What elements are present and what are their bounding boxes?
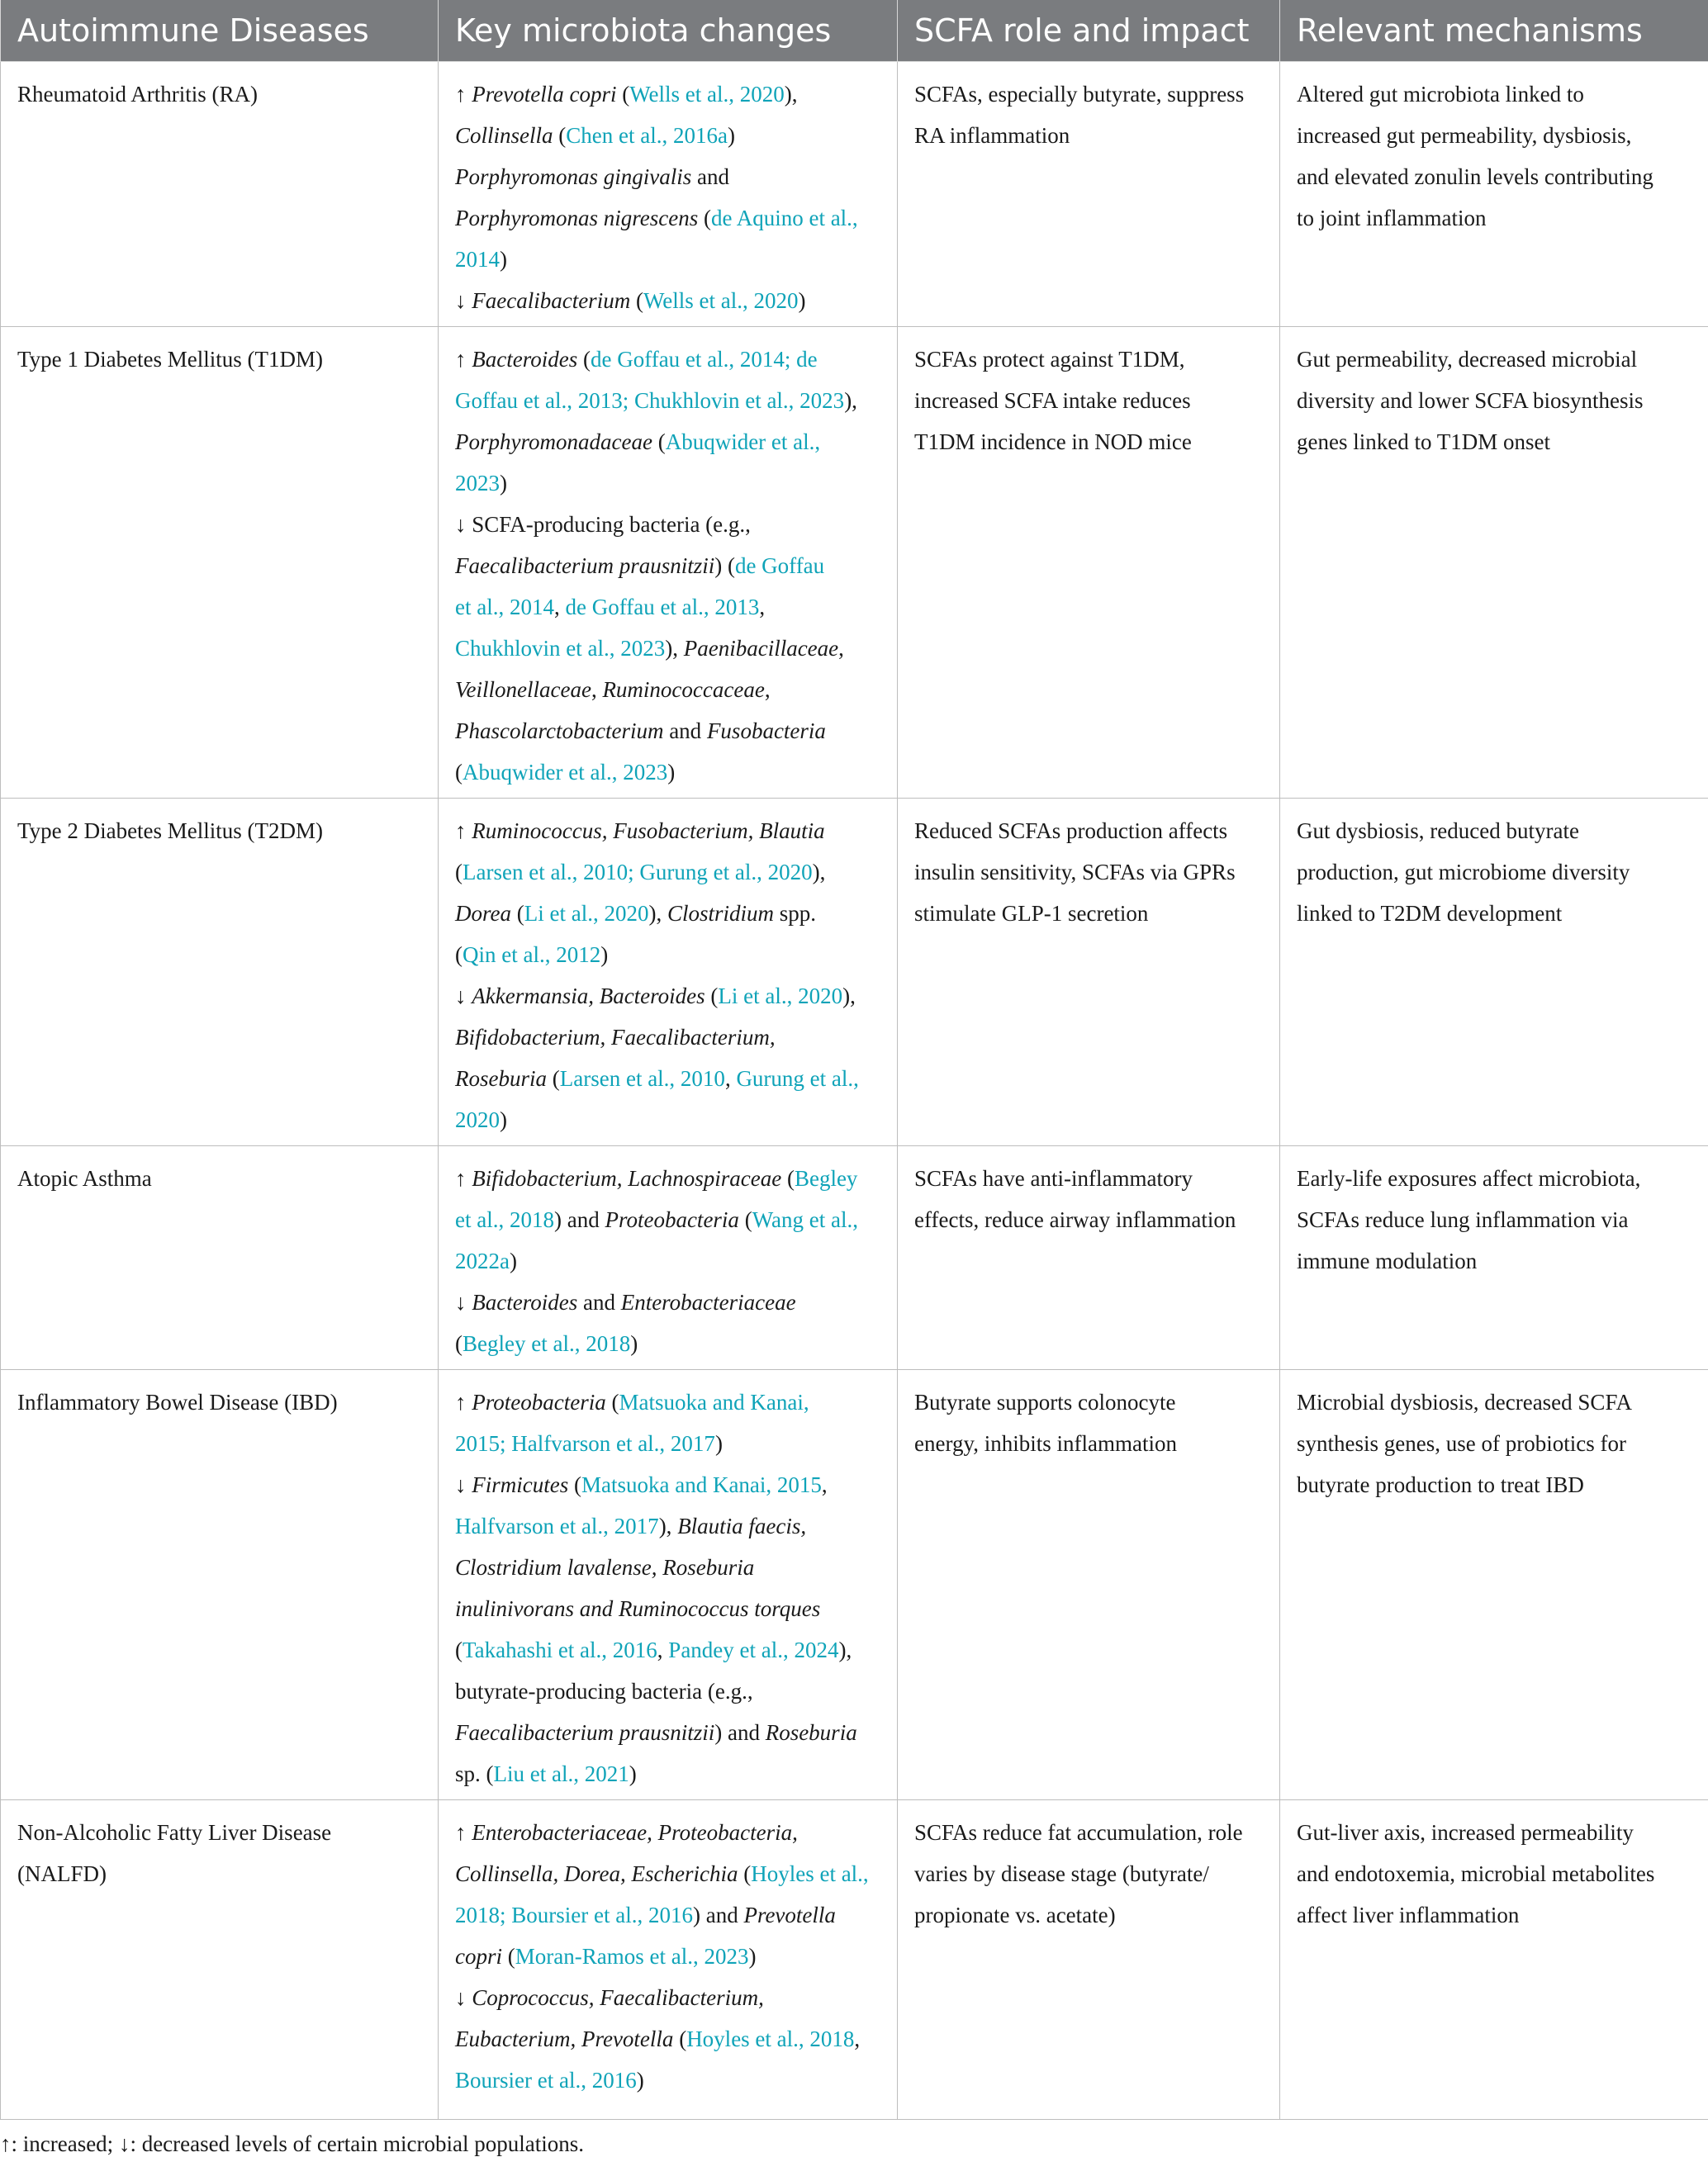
- text-segment: ↓: [455, 1985, 472, 2010]
- text-segment: ),: [839, 1638, 852, 1662]
- disease-cell-line: Atopic Asthma: [17, 1158, 421, 1199]
- microbiota-line: [455, 934, 880, 975]
- header-scfa-role-impact: SCFA role and impact: [898, 0, 1280, 62]
- mechanisms-cell: [1280, 62, 1708, 327]
- taxon-name: Dorea: [455, 901, 511, 926]
- reference-link[interactable]: Begley: [795, 1166, 857, 1191]
- text-segment: ): [500, 471, 507, 495]
- scfa-cell-line: RA inflammation: [914, 115, 1263, 156]
- text-segment: ),: [665, 636, 684, 661]
- microbiota-line: [455, 1753, 880, 1794]
- microbiota-line: [455, 628, 880, 669]
- taxon-name: Clostridium: [667, 901, 774, 926]
- text-segment: (: [455, 942, 463, 967]
- microbiota-line: [455, 1158, 880, 1199]
- text-segment: ): [748, 1944, 756, 1969]
- taxon-name: Akkermansia, Bacteroides: [472, 984, 705, 1008]
- mechanisms-cell-line: Gut dysbiosis, reduced butyrate: [1297, 810, 1691, 851]
- scfa-cell: [898, 1146, 1280, 1370]
- taxon-name: Porphyromonas nigrescens: [455, 206, 698, 230]
- reference-link[interactable]: Gurung et al.,: [736, 1066, 858, 1091]
- text-segment: ): [715, 1431, 723, 1456]
- mechanisms-cell: [1280, 799, 1708, 1146]
- disease-cell-line: Non-Alcoholic Fatty Liver Disease: [17, 1812, 421, 1853]
- text-segment: (: [455, 760, 463, 785]
- taxon-name: Bacteroides: [472, 1290, 577, 1315]
- mechanisms-cell-line: SCFAs reduce lung inflammation via: [1297, 1199, 1691, 1240]
- text-segment: (: [739, 1207, 752, 1232]
- reference-link[interactable]: 2015; Halfvarson et al., 2017: [455, 1431, 715, 1456]
- reference-link[interactable]: Hoyles et al.,: [751, 1861, 868, 1886]
- microbiota-line: [455, 545, 880, 586]
- microbiota-line: [455, 1588, 880, 1629]
- microbiota-line: [455, 421, 880, 462]
- mechanisms-cell-line: affect liver inflammation: [1297, 1894, 1691, 1936]
- taxon-name: Fusobacteria: [707, 718, 826, 743]
- microbiota-line: [455, 1936, 880, 1977]
- microbiota-line: [455, 1323, 880, 1364]
- mechanisms-cell-line: Early-life exposures affect microbiota,: [1297, 1158, 1691, 1199]
- scfa-cell: [898, 327, 1280, 799]
- mechanisms-cell: [1280, 1370, 1708, 1800]
- disease-cell-line: Type 1 Diabetes Mellitus (T1DM): [17, 339, 421, 380]
- scfa-cell-line: insulin sensitivity, SCFAs via GPRs: [914, 851, 1263, 893]
- microbiota-line: [455, 1282, 880, 1323]
- mechanisms-cell: [1280, 1800, 1708, 2120]
- taxon-name: Coprococcus, Faecalibacterium,: [472, 1985, 764, 2010]
- reference-link[interactable]: Wang et al.,: [752, 1207, 858, 1232]
- text-segment: ),: [785, 82, 798, 107]
- text-segment: ): [629, 1761, 637, 1786]
- reference-link[interactable]: Larsen et al., 2010: [560, 1066, 725, 1091]
- reference-link[interactable]: Abuqwider et al., 2023: [463, 760, 667, 785]
- text-segment: ↓: [455, 984, 472, 1008]
- taxon-name: Veillonellaceae: [455, 677, 591, 702]
- scfa-cell: [898, 62, 1280, 327]
- text-segment: ↑: [455, 818, 472, 843]
- microbiota-cell: [439, 1800, 898, 2120]
- reference-link[interactable]: de Goffau et al., 2013: [565, 595, 759, 619]
- reference-link[interactable]: Liu et al., 2021: [494, 1761, 629, 1786]
- text-segment: (: [455, 1638, 463, 1662]
- mechanisms-cell-line: and elevated zonulin levels contributing: [1297, 156, 1691, 197]
- microbiota-line: [455, 669, 880, 710]
- text-segment: ) and: [693, 1903, 743, 1927]
- reference-link[interactable]: de Goffau et al., 2014; de: [591, 347, 818, 372]
- text-segment: ),: [844, 388, 857, 413]
- reference-link[interactable]: Wells et al., 2020: [643, 288, 799, 313]
- text-segment: ),: [842, 984, 856, 1008]
- taxon-name: Phascolarctobacterium: [455, 718, 663, 743]
- reference-link[interactable]: Chukhlovin et al., 2023: [455, 636, 665, 661]
- text-segment: ,: [822, 1472, 828, 1497]
- reference-link[interactable]: Pandey et al., 2024: [668, 1638, 838, 1662]
- table-row: [1, 1800, 1708, 2120]
- mechanisms-cell-line: Microbial dysbiosis, decreased SCFA: [1297, 1382, 1691, 1423]
- microbiota-line: [455, 239, 880, 280]
- mechanisms-cell-line: genes linked to T1DM onset: [1297, 421, 1691, 462]
- text-segment: (: [577, 347, 591, 372]
- taxon-name: Roseburia: [455, 1066, 547, 1091]
- mechanisms-cell-line: linked to T2DM development: [1297, 893, 1691, 934]
- text-segment: ): [637, 2068, 644, 2093]
- reference-link[interactable]: et al., 2018: [455, 1207, 554, 1232]
- reference-link[interactable]: 2018; Boursier et al., 2016: [455, 1903, 693, 1927]
- text-segment: ),: [659, 1514, 678, 1538]
- scfa-cell-line: SCFAs have anti-inflammatory: [914, 1158, 1263, 1199]
- mechanisms-cell: [1280, 1146, 1708, 1370]
- taxon-name: Ruminococcus, Fusobacterium, Blautia: [472, 818, 824, 843]
- text-segment: and: [691, 164, 729, 189]
- table-footnote: ↑: increased; ↓: decreased levels of certain microbial populations.: [0, 2120, 1708, 2157]
- table-row: [1, 1370, 1708, 1800]
- taxon-name: Eubacterium, Prevotella: [455, 2027, 673, 2051]
- text-segment: ): [500, 247, 507, 272]
- microbiota-line: [455, 975, 880, 1017]
- disease-cell: [1, 1146, 439, 1370]
- reference-link[interactable]: Abuqwider et al.,: [666, 429, 820, 454]
- header-relevant-mechanisms: Relevant mechanisms: [1280, 0, 1708, 62]
- taxon-name: Collinsella, Dorea, Escherichia: [455, 1861, 738, 1886]
- text-segment: and: [663, 718, 706, 743]
- text-segment: (: [705, 984, 719, 1008]
- reference-link[interactable]: Wells et al., 2020: [629, 82, 785, 107]
- taxon-name: Ruminococcaceae: [602, 677, 764, 702]
- microbiota-line: [455, 1464, 880, 1505]
- microbiota-line: [455, 1382, 880, 1423]
- text-segment: (: [652, 429, 666, 454]
- reference-link[interactable]: de Aquino et al.,: [711, 206, 858, 230]
- microbiota-line: [455, 1853, 880, 1894]
- microbiota-cell: [439, 1370, 898, 1800]
- microbiota-cell: [439, 62, 898, 327]
- reference-link[interactable]: Hoyles et al., 2018: [686, 2027, 854, 2051]
- disease-cell: [1, 1800, 439, 2120]
- taxon-name: Enterobacteriaceae: [621, 1290, 796, 1315]
- text-segment: ↑: [455, 82, 472, 107]
- microbiota-line: [455, 1812, 880, 1853]
- text-segment: (: [630, 288, 643, 313]
- taxon-name: Porphyromonadaceae: [455, 429, 652, 454]
- text-segment: (: [781, 1166, 795, 1191]
- text-segment: (: [606, 1390, 619, 1415]
- text-segment: ),: [813, 860, 826, 884]
- microbiota-line: [455, 339, 880, 380]
- microbiota-line: [455, 462, 880, 504]
- mechanisms-cell-line: diversity and lower SCFA biosynthesis: [1297, 380, 1691, 421]
- text-segment: ): [630, 1331, 638, 1356]
- mechanisms-cell-line: butyrate production to treat IBD: [1297, 1464, 1691, 1505]
- disease-cell-line: (NALFD): [17, 1853, 421, 1894]
- taxon-name: Roseburia: [766, 1720, 857, 1745]
- reference-link[interactable]: 2022a: [455, 1249, 510, 1273]
- mechanisms-cell-line: Gut-liver axis, increased permeability: [1297, 1812, 1691, 1853]
- microbiota-line: [455, 810, 880, 851]
- text-segment: ,: [591, 677, 603, 702]
- text-segment: ,: [554, 595, 566, 619]
- reference-link[interactable]: Larsen et al., 2010; Gurung et al., 2020: [463, 860, 813, 884]
- reference-link[interactable]: 2023: [455, 471, 500, 495]
- text-segment: (: [511, 901, 524, 926]
- scfa-cell-line: Butyrate supports colonocyte: [914, 1382, 1263, 1423]
- reference-link[interactable]: Goffau et al., 2013; Chukhlovin et al., 2023: [455, 388, 844, 413]
- mechanisms-cell-line: Gut permeability, decreased microbial: [1297, 339, 1691, 380]
- text-segment: ↑: [455, 347, 472, 372]
- taxon-name: Prevotella: [743, 1903, 835, 1927]
- reference-link[interactable]: Matsuoka and Kanai, 2015: [581, 1472, 822, 1497]
- table-row: [1, 799, 1708, 1146]
- mechanisms-cell-line: to joint inflammation: [1297, 197, 1691, 239]
- scfa-cell-line: T1DM incidence in NOD mice: [914, 421, 1263, 462]
- microbiota-line: [455, 586, 880, 628]
- text-segment: ,: [759, 595, 765, 619]
- mechanisms-cell-line: synthesis genes, use of probiotics for: [1297, 1423, 1691, 1464]
- text-segment: ) (: [714, 553, 735, 578]
- reference-link[interactable]: Moran-Ramos et al., 2023: [515, 1944, 749, 1969]
- reference-link[interactable]: de Goffau: [735, 553, 824, 578]
- scfa-cell-line: increased SCFA intake reduces: [914, 380, 1263, 421]
- text-segment: ↓: [455, 1472, 472, 1497]
- scfa-cell: [898, 1800, 1280, 2120]
- text-segment: ,: [765, 677, 771, 702]
- text-segment: ↓ SCFA-producing bacteria (e.g.,: [455, 512, 751, 537]
- taxon-name: Bifidobacterium, Faecalibacterium,: [455, 1025, 776, 1050]
- reference-link[interactable]: Begley et al., 2018: [463, 1331, 630, 1356]
- header-key-microbiota-changes: Key microbiota changes: [439, 0, 898, 62]
- text-segment: ↓: [455, 288, 472, 313]
- text-segment: ): [728, 123, 735, 148]
- microbiota-line: [455, 1017, 880, 1058]
- microbiota-line: [455, 751, 880, 793]
- taxon-name: copri: [455, 1944, 502, 1969]
- taxon-name: inulinivorans and Ruminococcus torques: [455, 1596, 820, 1621]
- microbiota-line: [455, 1629, 880, 1671]
- taxon-name: Proteobacteria: [605, 1207, 738, 1232]
- disease-cell: [1, 62, 439, 327]
- taxon-name: Faecalibacterium prausnitzii: [455, 1720, 714, 1745]
- microbiota-line: [455, 1712, 880, 1753]
- microbiota-line: [455, 197, 880, 239]
- microbiota-line: [455, 1894, 880, 1936]
- text-segment: ): [667, 760, 675, 785]
- text-segment: spp.: [774, 901, 816, 926]
- taxon-name: Collinsella: [455, 123, 553, 148]
- text-segment: ),: [648, 901, 667, 926]
- microbiota-line: [455, 1547, 880, 1588]
- taxon-name: Porphyromonas gingivalis: [455, 164, 691, 189]
- taxon-name: Firmicutes: [472, 1472, 568, 1497]
- scfa-cell-line: varies by disease stage (butyrate/: [914, 1853, 1263, 1894]
- microbiota-line: [455, 893, 880, 934]
- text-segment: ↑: [455, 1820, 472, 1845]
- mechanisms-cell-line: Altered gut microbiota linked to: [1297, 73, 1691, 115]
- scfa-cell-line: SCFAs protect against T1DM,: [914, 339, 1263, 380]
- mechanisms-cell-line: and endotoxemia, microbial metabolites: [1297, 1853, 1691, 1894]
- text-segment: ) and: [554, 1207, 605, 1232]
- taxon-name: Blautia faecis,: [677, 1514, 806, 1538]
- scfa-cell-line: SCFAs reduce fat accumulation, role: [914, 1812, 1263, 1853]
- microbiota-line: [455, 115, 880, 156]
- microbiota-cell: [439, 327, 898, 799]
- microbiota-line: [455, 504, 880, 545]
- reference-link[interactable]: Chen et al., 2016a: [566, 123, 728, 148]
- mechanisms-cell-line: increased gut permeability, dysbiosis,: [1297, 115, 1691, 156]
- text-segment: (: [698, 206, 711, 230]
- microbiota-line: [455, 1505, 880, 1547]
- microbiota-line: [455, 1199, 880, 1240]
- reference-link[interactable]: 2020: [455, 1107, 500, 1132]
- taxon-name: Paenibacillaceae: [684, 636, 838, 661]
- disease-cell: [1, 1370, 439, 1800]
- table-header-row: [1, 0, 1708, 62]
- disease-cell: [1, 327, 439, 799]
- table-row: [1, 327, 1708, 799]
- text-segment: (: [673, 2027, 686, 2051]
- scfa-cell-line: stimulate GLP-1 secretion: [914, 893, 1263, 934]
- reference-link[interactable]: et al., 2014: [455, 595, 554, 619]
- mechanisms-cell: [1280, 327, 1708, 799]
- scfa-cell-line: effects, reduce airway inflammation: [914, 1199, 1263, 1240]
- reference-link[interactable]: Boursier et al., 2016: [455, 2068, 637, 2093]
- header-autoimmune-diseases: Autoimmune Diseases: [1, 0, 439, 62]
- text-segment: ,: [725, 1066, 737, 1091]
- microbiota-line: [455, 280, 880, 321]
- scfa-cell: [898, 799, 1280, 1146]
- text-segment: ): [500, 1107, 507, 1132]
- scfa-cell-line: energy, inhibits inflammation: [914, 1423, 1263, 1464]
- reference-link[interactable]: 2014: [455, 247, 500, 272]
- text-segment: ↑: [455, 1166, 472, 1191]
- table-body: [1, 62, 1708, 2120]
- microbiota-line: [455, 2018, 880, 2060]
- disease-cell-line: Type 2 Diabetes Mellitus (T2DM): [17, 810, 421, 851]
- text-segment: (: [455, 1331, 463, 1356]
- text-segment: and: [577, 1290, 620, 1315]
- reference-link[interactable]: Matsuoka and Kanai,: [619, 1390, 809, 1415]
- text-segment: (: [553, 123, 567, 148]
- scfa-cell-line: Reduced SCFAs production affects: [914, 810, 1263, 851]
- scfa-cell: [898, 1370, 1280, 1800]
- text-segment: ↑: [455, 1390, 472, 1415]
- table-row: [1, 62, 1708, 327]
- disease-cell-line: Inflammatory Bowel Disease (IBD): [17, 1382, 421, 1423]
- microbiota-line: [455, 156, 880, 197]
- taxon-name: Faecalibacterium: [472, 288, 630, 313]
- mechanisms-cell-line: production, gut microbiome diversity: [1297, 851, 1691, 893]
- text-segment: sp. (: [455, 1761, 494, 1786]
- microbiota-line: [455, 1099, 880, 1140]
- reference-link[interactable]: Qin et al., 2012: [463, 942, 600, 967]
- reference-link[interactable]: Li et al., 2020: [524, 901, 649, 926]
- microbiota-line: [455, 380, 880, 421]
- mechanisms-cell-line: immune modulation: [1297, 1240, 1691, 1282]
- taxon-name: Enterobacteriaceae, Proteobacteria,: [472, 1820, 798, 1845]
- disease-cell: [1, 799, 439, 1146]
- reference-link[interactable]: Halfvarson et al., 2017: [455, 1514, 659, 1538]
- text-segment: ,: [854, 2027, 860, 2051]
- microbiota-line: [455, 1058, 880, 1099]
- text-segment: ): [510, 1249, 517, 1273]
- taxon-name: Prevotella copri: [472, 82, 616, 107]
- scfa-cell-line: SCFAs, especially butyrate, suppress: [914, 73, 1263, 115]
- text-segment: ): [799, 288, 806, 313]
- text-segment: ) and: [714, 1720, 765, 1745]
- text-segment: ↓: [455, 1290, 472, 1315]
- text-segment: (: [502, 1944, 515, 1969]
- text-segment: (: [738, 1861, 751, 1886]
- microbiota-line: [455, 2060, 880, 2101]
- microbiota-line: [455, 1977, 880, 2018]
- microbiota-line: [455, 710, 880, 751]
- reference-link[interactable]: Li et al., 2020: [718, 984, 842, 1008]
- microbiota-line: [455, 1240, 880, 1282]
- microbiota-line: [455, 73, 880, 115]
- reference-link[interactable]: Takahashi et al., 2016: [463, 1638, 657, 1662]
- text-segment: (: [616, 82, 629, 107]
- taxon-name: Proteobacteria: [472, 1390, 605, 1415]
- microbiota-cell: [439, 1146, 898, 1370]
- text-segment: ,: [657, 1638, 669, 1662]
- scfa-cell-line: propionate vs. acetate): [914, 1894, 1263, 1936]
- text-segment: ): [600, 942, 608, 967]
- microbiota-line: [455, 851, 880, 893]
- text-segment: (: [455, 860, 463, 884]
- microbiota-cell: [439, 799, 898, 1146]
- text-segment: (: [547, 1066, 560, 1091]
- text-segment: butyrate-producing bacteria (e.g.,: [455, 1679, 753, 1704]
- taxon-name: Faecalibacterium prausnitzii: [455, 553, 714, 578]
- taxon-name: Clostridium lavalense, Roseburia: [455, 1555, 754, 1580]
- text-segment: ,: [838, 636, 844, 661]
- table-row: [1, 1146, 1708, 1370]
- microbiota-line: [455, 1671, 880, 1712]
- taxon-name: Bifidobacterium, Lachnospiraceae: [472, 1166, 781, 1191]
- microbiota-line: [455, 1423, 880, 1464]
- disease-cell-line: Rheumatoid Arthritis (RA): [17, 73, 421, 115]
- text-segment: (: [568, 1472, 581, 1497]
- taxon-name: Bacteroides: [472, 347, 577, 372]
